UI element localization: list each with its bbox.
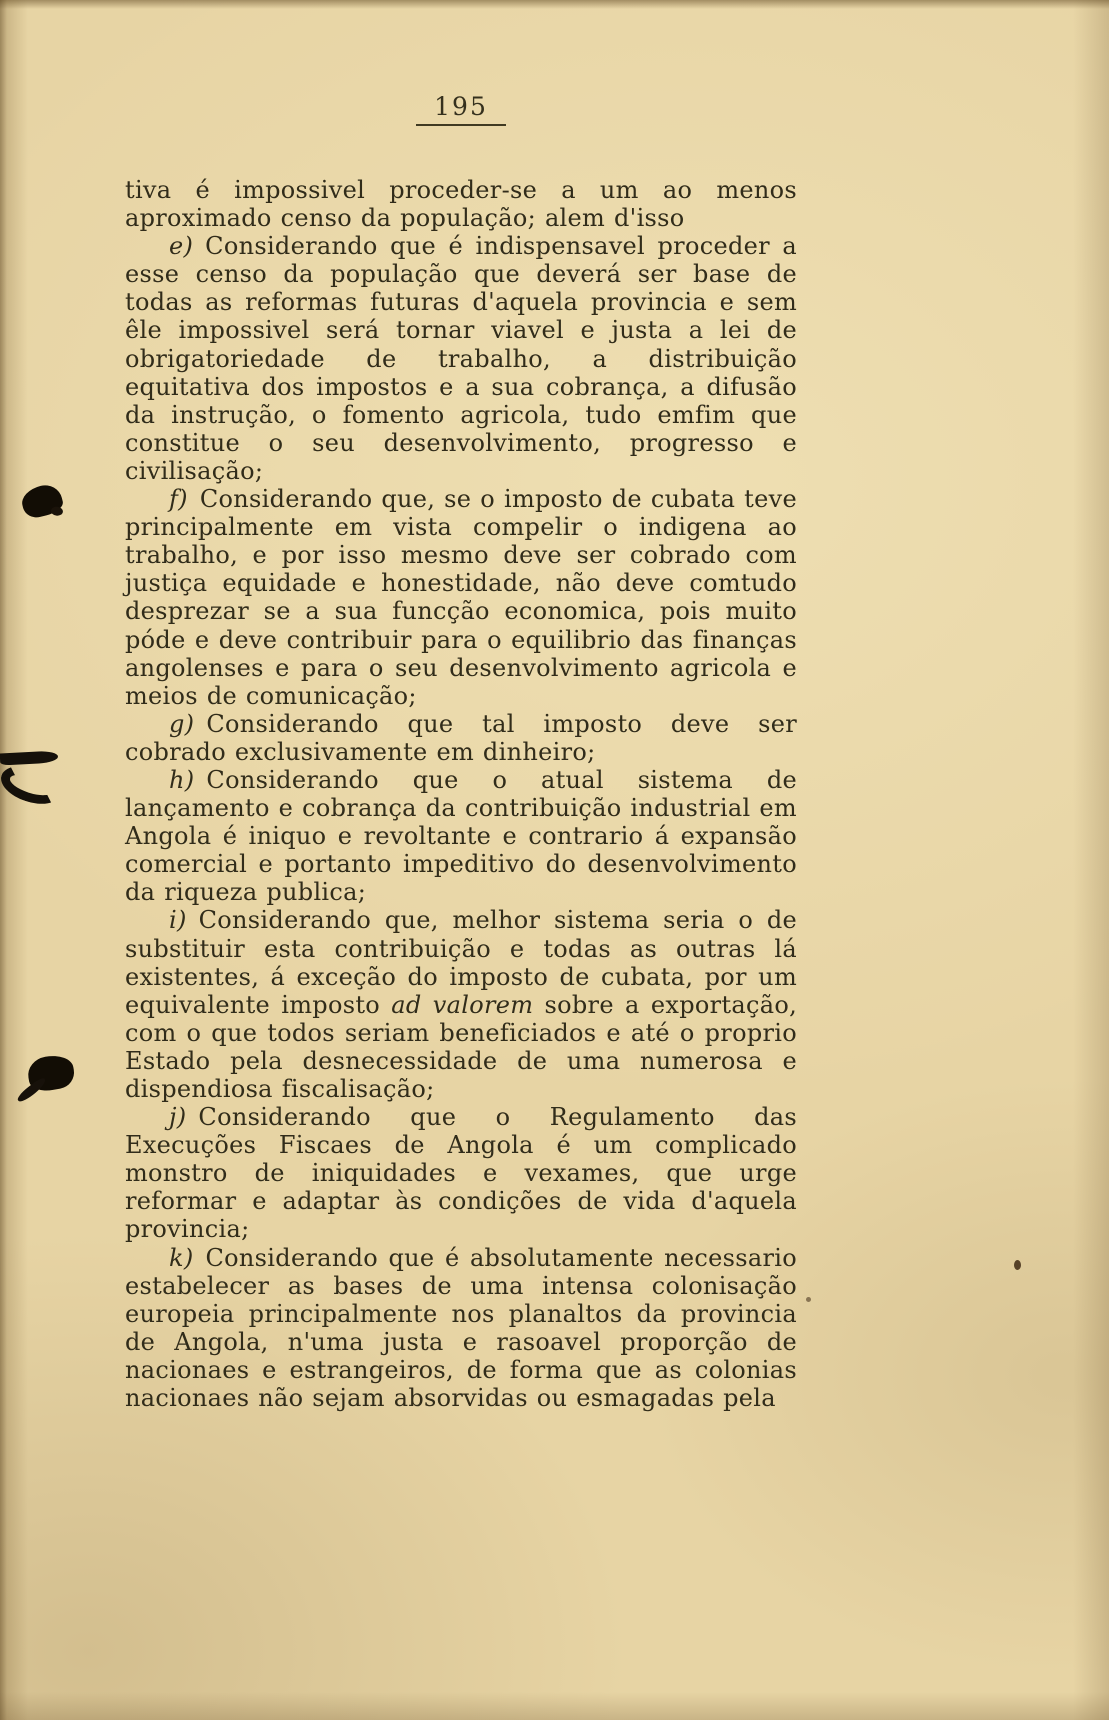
text-segment: Considerando que, melhor sistema seria o de substituir esta contribuição e todas as outras lá existentes, á exceção do imposto de cubata, por um equivalente imposto bbox=[125, 906, 797, 1019]
paragraph-marker: e) bbox=[169, 232, 194, 261]
ink-smudge bbox=[0, 759, 66, 810]
page-number: 195 bbox=[416, 92, 506, 126]
text-segment: Considerando que é absolutamente necessario estabelecer as bases de uma intensa colonisação europeia principalmente nos planaltos da provincia de Angola, n'uma justa e rasoavel proporção de nacionaes e estrangeiros, de forma que as colonias nacionaes não sejam absorvidas ou esmagadas pela bbox=[125, 1243, 797, 1413]
italic-text-segment: ad valorem bbox=[391, 990, 534, 1019]
paragraph bbox=[125, 176, 797, 232]
ink-smudge bbox=[0, 750, 58, 765]
paragraph-marker: h) bbox=[169, 765, 195, 794]
paragraph bbox=[125, 766, 797, 906]
body-text-block bbox=[125, 176, 797, 1412]
ink-fleck bbox=[806, 1297, 811, 1302]
page-header bbox=[125, 92, 797, 126]
text-segment: Considerando que é indispensavel proceder a esse censo da população que deverá ser base de todas as reformas futuras d'aquela provincia e sem êle impossivel será tornar viavel e justa a lei de obrigatoriedade de trabalho, a distribuição equitativa dos impostos e a sua cobrança, a difusão da instrução, o fomento agricola, tudo emfim que constitue o seu desenvolvimento, progresso e civilisação; bbox=[125, 232, 797, 485]
paragraph bbox=[125, 1103, 797, 1243]
text-segment: Considerando que o atual sistema de lançamento e cobrança da contribuição industrial em Angola é iniquo e revoltante e contrario á expansão comercial e portanto impeditivo do desenvolvimento da riqueza publica; bbox=[125, 765, 797, 907]
paragraph bbox=[125, 232, 797, 485]
text-segment: Considerando que o Regulamento das Execuções Fiscaes de Angola é um complicado monstro de iniquidades e vexames, que urge reformar e adaptar às condições de vida d'aquela provincia; bbox=[125, 1103, 797, 1244]
paragraph-marker: j) bbox=[169, 1103, 187, 1132]
text-segment: Considerando que tal imposto deve ser cobrado exclusivamente em dinheiro; bbox=[125, 709, 797, 766]
text-segment: Considerando que, se o imposto de cubata teve principalmente em vista compelir o indigena ao trabalho, e por isso mesmo deve ser cobrado com justiça equidade e honestidade, não deve comtudo desprezar se a sua funcção economica, pois muito póde e deve contribuir para o equilibrio das finanças angolenses e para o seu desenvolvimento agricola e meios de comunicação; bbox=[125, 485, 797, 710]
paragraph-marker: f) bbox=[169, 485, 188, 514]
paragraph bbox=[125, 485, 797, 710]
paragraph-marker: g) bbox=[169, 709, 195, 738]
ink-smudge bbox=[19, 482, 65, 521]
ink-smudge bbox=[25, 1052, 76, 1093]
paragraph-marker: k) bbox=[169, 1243, 194, 1272]
paragraph bbox=[125, 906, 797, 1103]
paragraph-marker: i) bbox=[169, 906, 187, 935]
paragraph bbox=[125, 1244, 797, 1413]
ink-fleck bbox=[1014, 1260, 1021, 1270]
paragraph bbox=[125, 710, 797, 766]
text-segment: tiva é impossivel proceder-se a um ao menos aproximado censo da população; alem d'isso bbox=[125, 176, 797, 233]
text-segment: sobre a exportação, com o que todos seriam beneficiados e até o proprio Estado pela desnecessidade de uma numerosa e dispendiosa fiscalisação; bbox=[125, 990, 797, 1103]
